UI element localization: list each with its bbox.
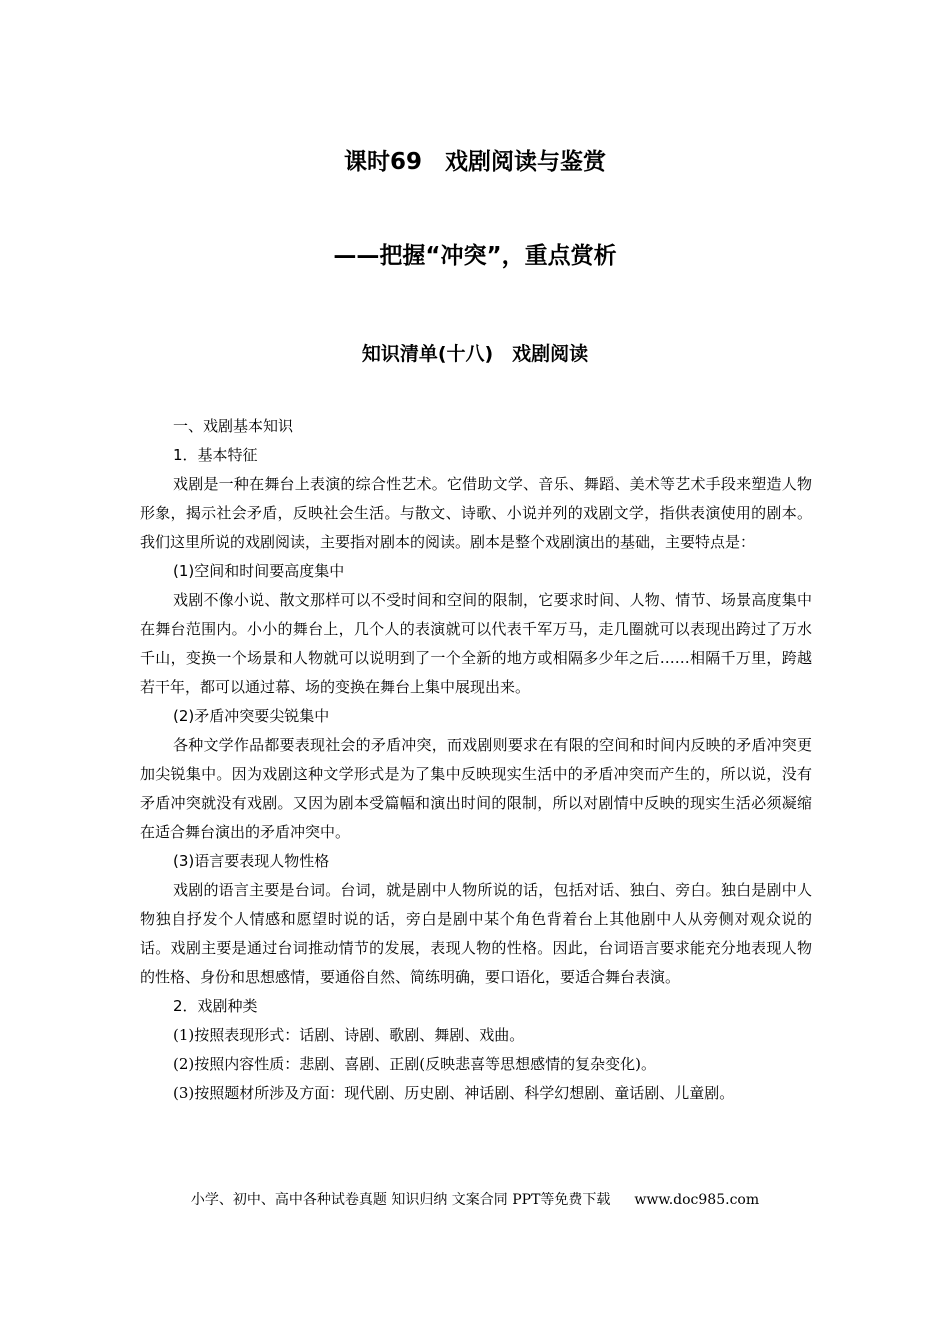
heading-drama-types: 2．戏剧种类 <box>173 997 258 1015</box>
subheading-language: (3)语言要表现人物性格 <box>173 852 330 870</box>
paragraph-space-time: 戏剧不像小说、散文那样可以不受时间和空间的限制，它要求时间、人物、情节、场景高度集中在舞台范围内。小小的舞台上，几个人的表演就可以代表千军万马，走几圈就可以表现出跨过了万水千山，变换一个场景和人物就可以说明到了一个全新的地方或相隔多少年之后……相隔千万里，跨越若干年，都可以通过幕、场的变换在舞台上集中展现出来。 <box>140 591 812 696</box>
subheading-space-time: (1)空间和时间要高度集中 <box>173 562 345 580</box>
subheading-conflict: (2)矛盾冲突要尖锐集中 <box>173 707 330 725</box>
type-by-content: (2)按照内容性质：悲剧、喜剧、正剧(反映悲喜等思想感情的复杂变化)。 <box>173 1055 656 1073</box>
page-footer <box>0 1189 950 1211</box>
type-by-subject: (3)按照题材所涉及方面：现代剧、历史剧、神话剧、科学幻想剧、童话剧、儿童剧。 <box>173 1084 735 1102</box>
heading-basic-knowledge: 一、戏剧基本知识 <box>173 417 294 435</box>
paragraph-definition: 戏剧是一种在舞台上表演的综合性艺术。它借助文学、音乐、舞蹈、美术等艺术手段来塑造人物形象，揭示社会矛盾，反映社会生活。与散文、诗歌、小说并列的戏剧文学，指供表演使用的剧本。我们这里所说的戏剧阅读，主要指对剧本的阅读。剧本是整个戏剧演出的基础，主要特点是： <box>140 475 812 551</box>
type-by-form: (1)按照表现形式：话剧、诗剧、歌剧、舞剧、戏曲。 <box>173 1026 525 1044</box>
lesson-title: 课时69 戏剧阅读与鉴赏 <box>343 149 606 175</box>
footer-site-link[interactable]: www.doc985.com <box>634 1192 760 1208</box>
paragraph-language: 戏剧的语言主要是台词。台词，就是剧中人物所说的话，包括对话、独白、旁白。独白是剧中人物独自抒发个人情感和愿望时说的话，旁白是剧中某个角色背着台上其他剧中人从旁侧对观众说的话。戏剧主要是通过台词推动情节的发展，表现人物的性格。因此，台词语言要求能充分地表现人物的性格、身份和思想感情，要通俗自然、简练明确，要口语化，要适合舞台表演。 <box>140 881 812 986</box>
lesson-subtitle: ——把握“冲突”，重点赏析 <box>333 243 617 269</box>
section-title: 知识清单(十八) 戏剧阅读 <box>361 343 589 365</box>
paragraph-conflict: 各种文学作品都要表现社会的矛盾冲突，而戏剧则要求在有限的空间和时间内反映的矛盾冲突更加尖锐集中。因为戏剧这种文学形式是为了集中反映现实生活中的矛盾冲突而产生的，所以说，没有矛盾冲突就没有戏剧。又因为剧本受篇幅和演出时间的限制，所以对剧情中反映的现实生活必须凝缩在适合舞台演出的矛盾冲突中。 <box>140 736 812 841</box>
main-content <box>140 412 812 1108</box>
heading-basic-features: 1．基本特征 <box>173 446 258 464</box>
footer-text: 小学、初中、高中各种试卷真题 知识归纳 文案合同 PPT等免费下载 <box>190 1192 611 1208</box>
